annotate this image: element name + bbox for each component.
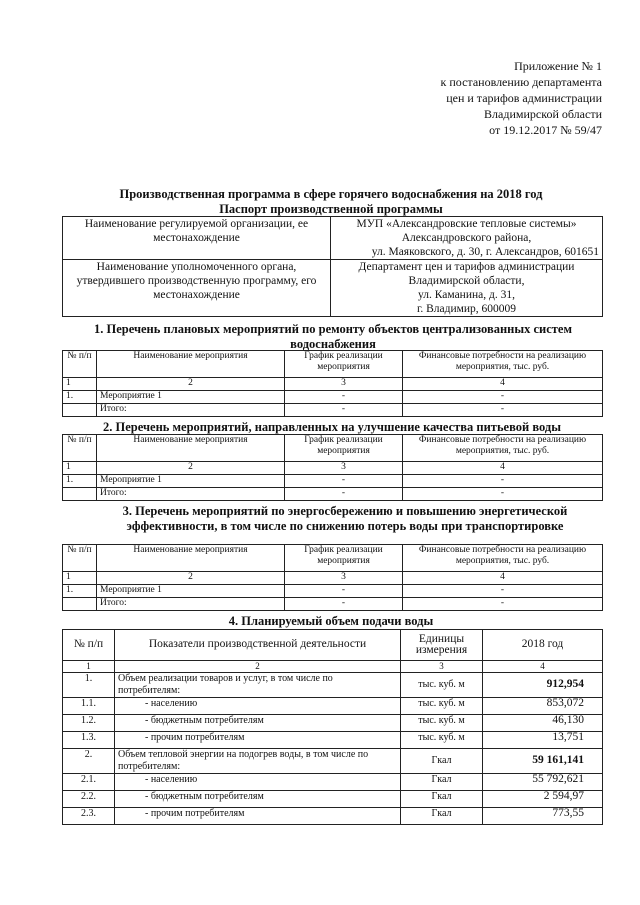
row-value: 853,072 <box>483 698 603 715</box>
col-header-name: Наименование мероприятия <box>97 545 285 572</box>
row-indicator: - населению <box>115 698 401 715</box>
row-indicator: - прочим потребителям <box>115 732 401 749</box>
row-indicator: - бюджетным потребителям <box>115 715 401 732</box>
appendix-line: от 19.12.2017 № 59/47 <box>489 123 602 137</box>
row-schedule: - <box>285 391 403 404</box>
col-number: 3 <box>285 378 403 391</box>
total-finance: - <box>403 598 603 611</box>
passport-org-label: Наименование регулируемой организации, ее местонахождение <box>84 218 309 244</box>
document-title: Производственная программа в сфере горячего водоснабжения на 2018 год <box>119 187 543 201</box>
appendix-header <box>382 58 602 138</box>
table-row <box>63 475 603 488</box>
table-row <box>63 630 603 661</box>
row-number: 2.2. <box>63 791 115 808</box>
table-cell <box>331 217 603 260</box>
table-row <box>63 791 603 808</box>
row-value: 59 161,141 <box>483 749 603 774</box>
measures-table-2 <box>62 434 603 501</box>
col-number: 2 <box>115 661 401 673</box>
table-row <box>63 661 603 673</box>
row-number: 1.3. <box>63 732 115 749</box>
col-number: 1 <box>63 572 97 585</box>
row-indicator: - бюджетным потребителям <box>115 791 401 808</box>
passport-table <box>62 216 603 317</box>
passport-value-line: Департамент цен и тарифов администрации <box>358 261 575 273</box>
row-number: 1.1. <box>63 698 115 715</box>
table-row <box>63 217 603 260</box>
col-header-no: № п/п <box>63 630 115 661</box>
passport-value-line: Александровского района, <box>401 232 532 244</box>
row-unit: Гкал <box>401 791 483 808</box>
passport-value-line: ул. Маяковского, д. 30, г. Александров, 601651 <box>371 246 599 258</box>
col-header-name: Наименование мероприятия <box>97 351 285 378</box>
empty-cell <box>63 404 97 417</box>
row-number: 2. <box>63 749 115 774</box>
row-schedule: - <box>285 475 403 488</box>
table-row <box>63 391 603 404</box>
col-number: 1 <box>63 378 97 391</box>
total-label: Итого: <box>97 488 285 501</box>
row-number: 1. <box>63 585 97 598</box>
col-number: 4 <box>483 661 603 673</box>
col-header-finance: Финансовые потребности на реализацию мероприятия, тыс. руб. <box>403 351 603 378</box>
col-header-no: № п/п <box>63 545 97 572</box>
col-header-unit: Единицы измерения <box>401 630 483 661</box>
row-value: 2 594,97 <box>483 791 603 808</box>
row-name: Мероприятие 1 <box>97 475 285 488</box>
table-row <box>63 435 603 462</box>
appendix-line: Приложение № 1 <box>514 59 602 73</box>
col-header-finance: Финансовые потребности на реализацию мероприятия, тыс. руб. <box>403 435 603 462</box>
table-row <box>63 351 603 378</box>
row-number: 1. <box>63 391 97 404</box>
table-row <box>63 488 603 501</box>
row-unit: тыс. куб. м <box>401 715 483 732</box>
water-volume-table <box>62 629 603 825</box>
col-header-schedule: График реализации мероприятия <box>285 545 403 572</box>
table-row <box>63 732 603 749</box>
col-number: 2 <box>97 572 285 585</box>
passport-value-line: Владимирской области, <box>408 275 525 287</box>
col-header-no: № п/п <box>63 351 97 378</box>
col-header-schedule: График реализации мероприятия <box>285 435 403 462</box>
row-number: 2.3. <box>63 808 115 825</box>
table-row <box>63 545 603 572</box>
row-name: Мероприятие 1 <box>97 391 285 404</box>
section-1-title: 1. Перечень плановых мероприятий по ремонту объектов централизованных систем водоснабжения <box>94 322 572 351</box>
appendix-line: цен и тарифов администрации <box>446 91 602 105</box>
row-number: 1. <box>63 475 97 488</box>
total-label: Итого: <box>97 598 285 611</box>
col-header-indicator: Показатели производственной деятельности <box>115 630 401 661</box>
row-number: 1.2. <box>63 715 115 732</box>
table-row <box>63 715 603 732</box>
col-number: 1 <box>63 661 115 673</box>
row-unit: тыс. куб. м <box>401 698 483 715</box>
table-row <box>63 462 603 475</box>
total-schedule: - <box>285 488 403 501</box>
col-number: 1 <box>63 462 97 475</box>
col-number: 4 <box>403 462 603 475</box>
table-row <box>63 673 603 698</box>
total-finance: - <box>403 404 603 417</box>
row-indicator: Объем тепловой энергии на подогрев воды, в том числе по потребителям: <box>115 749 401 774</box>
table-row <box>63 808 603 825</box>
measures-table-1 <box>62 350 603 417</box>
section-2-title: 2. Перечень мероприятий, направленных на улучшение качества питьевой воды <box>103 420 561 434</box>
row-unit: тыс. куб. м <box>401 673 483 698</box>
row-unit: тыс. куб. м <box>401 732 483 749</box>
row-number: 2.1. <box>63 774 115 791</box>
col-number: 2 <box>97 378 285 391</box>
col-header-schedule: График реализации мероприятия <box>285 351 403 378</box>
row-unit: Гкал <box>401 749 483 774</box>
total-finance: - <box>403 488 603 501</box>
row-number: 1. <box>63 673 115 698</box>
passport-value-line: г. Владимир, 600009 <box>416 303 517 315</box>
row-indicator: - прочим потребителям <box>115 808 401 825</box>
row-value: 912,954 <box>483 673 603 698</box>
appendix-line: к постановлению департамента <box>440 75 602 89</box>
col-number: 2 <box>97 462 285 475</box>
section-3-title: 3. Перечень мероприятий по энергосбережению и повышению энергетической эффективности, в том числе по снижению потерь воды при транспортировке <box>122 504 568 533</box>
table-cell <box>63 260 331 317</box>
col-header-year: 2018 год <box>483 630 603 661</box>
row-unit: Гкал <box>401 774 483 791</box>
table-cell <box>63 217 331 260</box>
table-row <box>63 698 603 715</box>
document-subtitle: Паспорт производственной программы <box>219 202 443 216</box>
row-value: 55 792,621 <box>483 774 603 791</box>
row-unit: Гкал <box>401 808 483 825</box>
empty-cell <box>63 488 97 501</box>
row-schedule: - <box>285 585 403 598</box>
table-row <box>63 585 603 598</box>
row-finance: - <box>403 475 603 488</box>
table-row <box>63 378 603 391</box>
col-number: 4 <box>403 572 603 585</box>
row-indicator: - населению <box>115 774 401 791</box>
row-finance: - <box>403 585 603 598</box>
col-number: 3 <box>285 572 403 585</box>
passport-authority-label: Наименование уполномоченного органа, утвердившего производственную программу, его местонахождение <box>76 261 317 301</box>
table-row <box>63 749 603 774</box>
row-finance: - <box>403 391 603 404</box>
measures-table-3 <box>62 544 603 611</box>
appendix-line: Владимирской области <box>484 107 602 121</box>
total-schedule: - <box>285 404 403 417</box>
table-row <box>63 260 603 317</box>
row-name: Мероприятие 1 <box>97 585 285 598</box>
total-schedule: - <box>285 598 403 611</box>
col-header-finance: Финансовые потребности на реализацию мероприятия, тыс. руб. <box>403 545 603 572</box>
col-header-no: № п/п <box>63 435 97 462</box>
table-cell <box>331 260 603 317</box>
empty-cell <box>63 598 97 611</box>
passport-value-line: ул. Каманина, д. 31, <box>418 289 515 301</box>
col-header-name: Наименование мероприятия <box>97 435 285 462</box>
section-4-title: 4. Планируемый объем подачи воды <box>228 614 434 628</box>
row-value: 13,751 <box>483 732 603 749</box>
row-indicator: Объем реализации товаров и услуг, в том числе по потребителям: <box>115 673 401 698</box>
col-number: 3 <box>285 462 403 475</box>
row-value: 773,55 <box>483 808 603 825</box>
table-row <box>63 572 603 585</box>
table-row <box>63 404 603 417</box>
total-label: Итого: <box>97 404 285 417</box>
table-row <box>63 774 603 791</box>
passport-value-line: МУП «Александровские тепловые системы» <box>356 218 577 230</box>
row-value: 46,130 <box>483 715 603 732</box>
col-number: 4 <box>403 378 603 391</box>
table-row <box>63 598 603 611</box>
col-number: 3 <box>401 661 483 673</box>
